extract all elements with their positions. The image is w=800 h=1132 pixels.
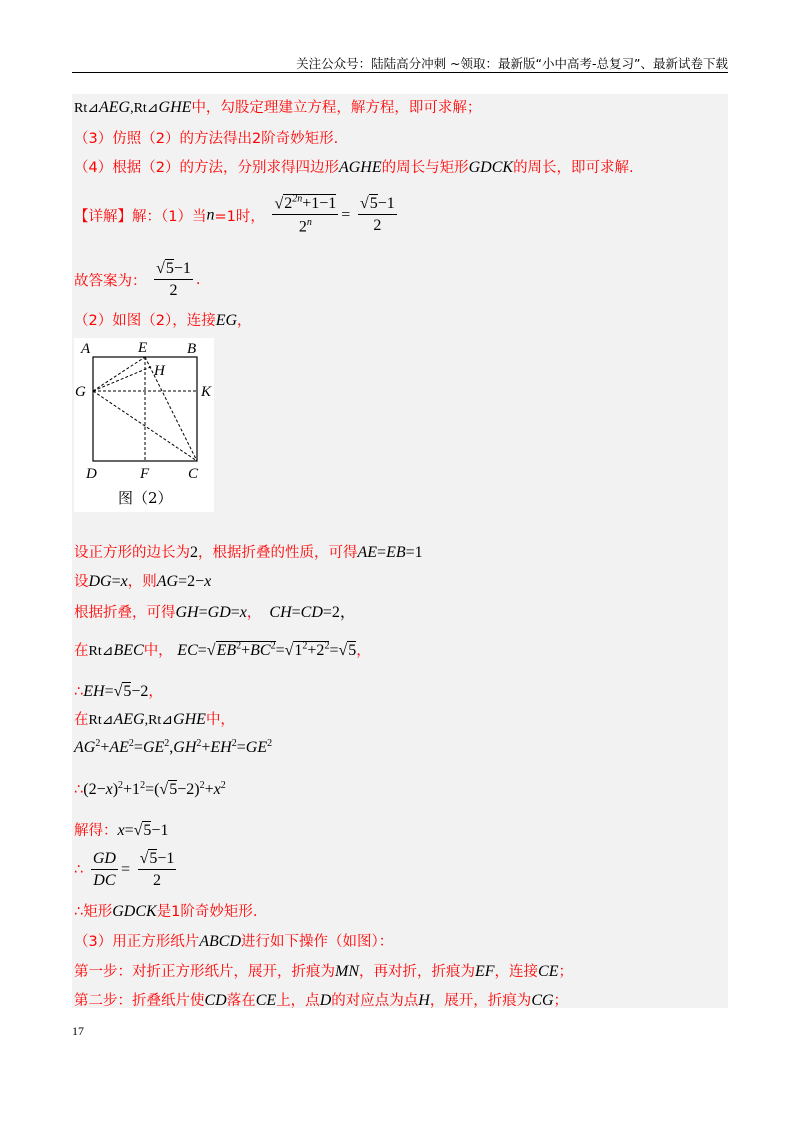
- line-16: ∴ $\frac{GD}{DC}$ = $\frac{√5-1}{2}$: [74, 850, 175, 889]
- line-20: 第二步：折叠纸片使CD落在CE上，点D的对应点为点H，展开，折痕为CG；: [74, 992, 569, 1009]
- line-18: （3）用正方形纸片ABCD进行如下操作（如图）：: [74, 933, 394, 950]
- answer-content: [72, 94, 728, 1008]
- line-10: 在Rt⊿BEC中， $EC=√EB^2+BC^2=√1^2+2^2=√5$，: [74, 640, 371, 659]
- line-8: 设DG=x，则AG=2−x: [74, 573, 212, 590]
- line-17: ∴矩形GDCK是1阶奇妙矩形.: [74, 903, 258, 920]
- fraction-sqrt5-result: $\frac{√5-1}{2}$: [139, 850, 175, 889]
- fraction-sqrt5-minus-1: $\frac{√5-1}{2}$: [359, 195, 395, 235]
- fraction-sqrt-2-2n: $\frac{√2^{2n}+1-1}{2^n}$: [274, 194, 337, 236]
- label-g: G: [75, 384, 86, 400]
- label-k: K: [201, 384, 212, 400]
- line-4: 【详解】解：（1）当n=1时， $\frac{√2^{2n}+1-1}{2^n}$ = $\frac{√5-1}{2}$: [74, 194, 395, 236]
- line-7: 设正方形的边长为2，根据折叠的性质，可得AE=EB=1: [74, 544, 423, 561]
- line-1: Rt⊿AEG,Rt⊿GHE中，勾股定理建立方程，解方程，即可求解；: [74, 99, 482, 116]
- line-11: ∴EH=√5−2，: [74, 683, 163, 700]
- header-text: 关注公众号：陆陆高分冲刺 ~领取：最新版“小中高考-总复习”、最新试卷下载: [296, 56, 728, 71]
- square-fold-figure: [74, 338, 214, 512]
- line-ec: [145, 357, 197, 461]
- label-h: H: [154, 363, 165, 379]
- page-header: [72, 54, 728, 73]
- page-number: 17: [72, 1024, 84, 1038]
- line-14: $\therefore(2-x)^2+1^2=(√5-2)^2+x^2$: [74, 780, 226, 798]
- line-ge: [93, 357, 145, 391]
- line-5: 故答案为： $\frac{√5-1}{2}$ .: [74, 260, 201, 299]
- label-e: E: [138, 340, 148, 356]
- line-13: $AG^2+AE^2=GE^2,GH^2+EH^2=GE^2$: [74, 738, 273, 756]
- line-19: 第一步：对折正方形纸片，展开，折痕为MN，再对折，折痕为EF，连接CE；: [74, 963, 573, 980]
- line-3: （4）根据（2）的方法，分别求得四边形AGHE的周长与矩形GDCK的周长，即可求解.: [74, 159, 634, 176]
- label-b: B: [187, 341, 197, 357]
- line-9: 根据折叠，可得GH=GD=x， CH=CD=2，: [74, 604, 356, 621]
- fraction-answer: $\frac{√5-1}{2}$: [156, 260, 191, 299]
- line-2: （3）仿照（2）的方法得出2阶奇妙矩形.: [74, 131, 339, 147]
- line-6: （2）如图（2），连接EG，: [74, 312, 252, 329]
- label-d: D: [86, 466, 97, 482]
- figure-svg: [74, 338, 214, 512]
- label-f: F: [140, 466, 150, 482]
- fraction-gd-dc: $\frac{GD}{DC}$: [92, 850, 116, 889]
- line-gh: [93, 366, 153, 391]
- figure-caption: 图（2）: [118, 489, 173, 507]
- label-c: C: [188, 466, 199, 482]
- line-12: 在Rt⊿AEG,Rt⊿GHE中，: [74, 711, 235, 728]
- line-gc: [93, 391, 197, 461]
- line-15: 解得：x=√5−1: [74, 822, 169, 839]
- label-a: A: [81, 341, 91, 357]
